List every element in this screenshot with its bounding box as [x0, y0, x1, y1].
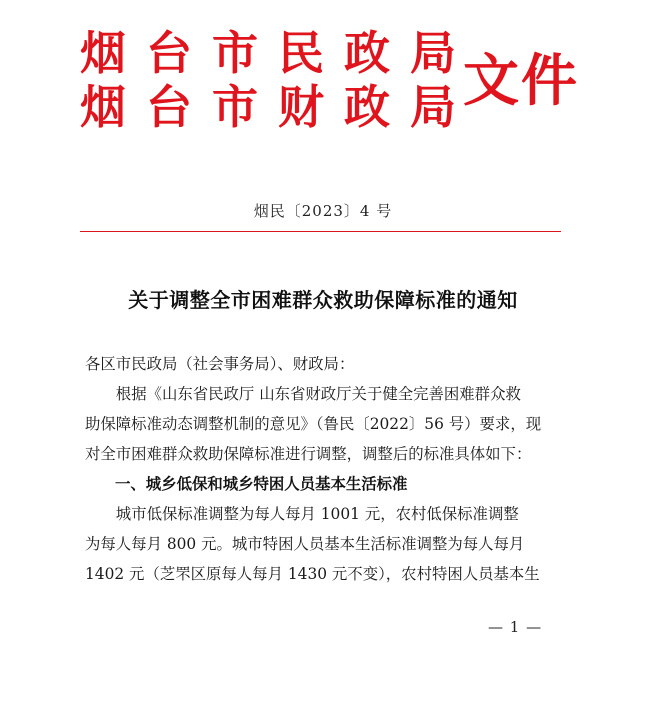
document-type-word: 文件	[463, 49, 579, 114]
paragraph-1-line: 对全市困难群众救助保障标准进行调整，调整后的标准具体如下：	[85, 445, 532, 463]
issuer-line-civil-affairs: 烟台市民政局	[80, 26, 476, 80]
document-header	[80, 24, 579, 139]
document-title: 关于调整全市困难群众救助保障标准的通知	[128, 288, 518, 312]
paragraph-1	[85, 379, 565, 469]
paragraph-2-line: 城市低保标准调整为每人每月 1001 元，农村低保标准调整	[115, 505, 519, 523]
document-number: 烟民〔2023〕4 号	[253, 202, 393, 220]
issuer-line-finance: 烟台市财政局	[80, 80, 476, 134]
paragraph-1-line: 助保障标准动态调整机制的意见》（鲁民〔2022〕56 号）要求，现	[85, 415, 542, 433]
paragraph-2	[85, 499, 565, 589]
page-number: — 1 —	[488, 618, 543, 636]
paragraph-2-line: 1402 元（芝罘区原每人每月 1430 元不变），农村特困人员基本生	[85, 565, 540, 583]
paragraph-1-line: 根据《山东省民政厅 山东省财政厅关于健全完善困难群众救	[115, 385, 521, 403]
section-1-heading: 一、城乡低保和城乡特困人员基本生活标准	[115, 475, 408, 493]
salutation: 各区市民政局（社会事务局）、财政局：	[85, 355, 355, 373]
paragraph-2-line: 为每人每月 800 元。城市特困人员基本生活标准调整为每人每月	[85, 535, 525, 553]
red-separator-line	[80, 231, 561, 232]
